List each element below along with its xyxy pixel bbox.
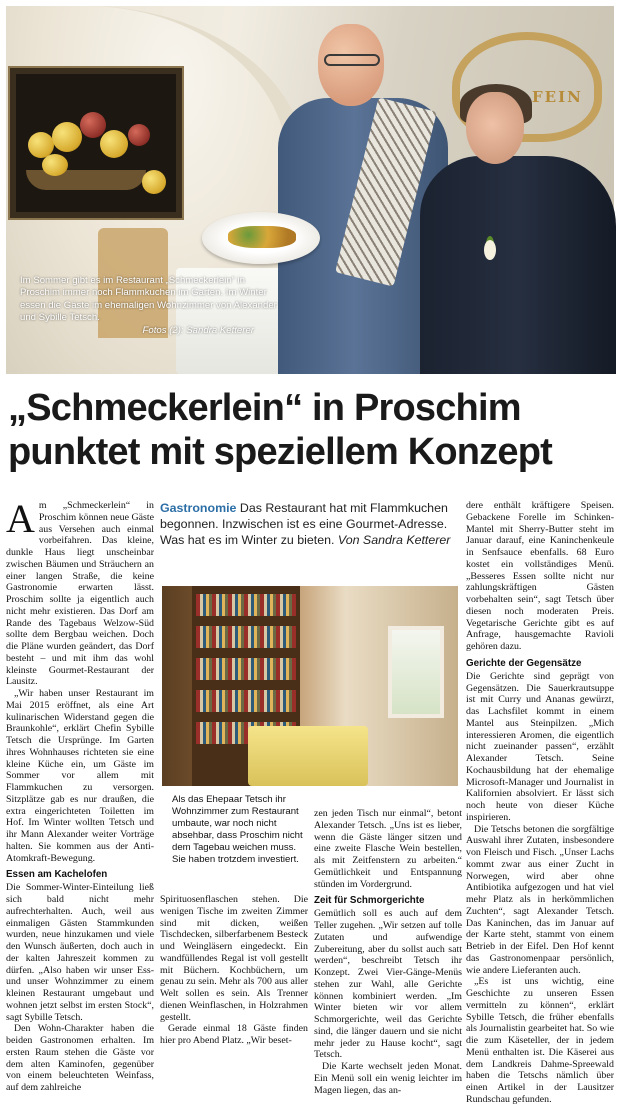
author: Von Sandra Ketterer: [337, 533, 451, 548]
column-1: [6, 496, 154, 1094]
woman-figure: [420, 156, 616, 374]
lead-text: [160, 500, 462, 549]
paragraph: „Es ist uns wichtig, eine Geschichte zu unseren Essen vermitteln zu können“, erklärt Sybille Tetsch, die früher ebenfalls als Journalistin gearbeitet hat. So wie die zum Käseteller, der in jedem Menü enthalten ist. Die Käserei aus dem Landkreis Dahme-Spreewald haben die Tetschs nämlich über einen Artikel in der Lausitzer Rundschau gefunden.: [466, 976, 614, 1105]
paragraph: Die Gerichte sind geprägt von Gegensätzen. Die Sauerkrautsuppe ist mit Curry und Ananas gewürzt, das Lachsfilet kommt in einem Mantel aus Steinpilzen. „Mich interessieren Aromen, die eigentlich nicht zueinander passen“, erzählt Alexander Tetsch. Seine Kochausbildung hat der ehemalige Microsoft-Manager und Journalist in Kalifornien absolviert. Er lässt sich noch heute von dieser Küche inspirieren.: [466, 670, 614, 823]
headline: „Schmeckerlein“ in Proschim punktet mit speziellem Konzept: [8, 387, 552, 473]
photo-caption-text: Im Sommer gibt es im Restaurant „Schmeckerlein“ in Proschim immer noch Flammkuchen im Garten. Im Winter essen die Gäste im ehemaligen Wohnzimmer von Alexander und Sybille Tetsch.: [20, 275, 277, 324]
paragraph: dere enthält kräftigere Speisen. Gebackene Forelle im Schinken-Mantel mit Sherry-Butter steht im Januar darauf, eine Kaninchenkeule in Senfsauce ebenfalls. 68 Euro kostet ein vollständiges Menü. „Besseres Essen sollte nicht nur zahlungskräftigen Gästen vorbehalten sein“, sagt Tetsch über diesen noch moderaten Preis. Vegetarische Gerichte gibt es auf Anfrage, hausgemachte Ravioli gehören dazu.: [466, 500, 614, 652]
paragraph: Die Tetschs betonen die sorgfältige Auswahl ihrer Zutaten, insbesondere von Fleisch und Fisch. „Unser Lachs kommt zwar aus einer Zucht in Norwegen, wird aber ohne Antibiotika aufgezogen und hat viel mehr Platz als in herkömmlichen Zuchten“, sagt Alexander Tetsch. Das Kaninchen, das im Januar auf der Karte steht, stammt von einem Betrieb in der Eifel. Den Hof kennt das Gastronomenpaar persönlich, wie andere Lieferanten auch.: [466, 823, 614, 976]
paragraph: Die Sommer-Winter-Einteilung ließ sich bald nicht mehr aufrechterhalten. Auch, weil aus einmaligen Gästen Stammkunden wurden, neue hinzukamen und viele den Wunsch äußerten, doch auch in der kalten Jahreszeit kommen zu dürfen. „Also haben wir unser Ess- und unser Wohnzimmer zu einem kleinen Restaurant umgebaut und wohnen jetzt selbst im ersten Stock“, sagt Sybille Tetsch.: [6, 882, 154, 1023]
interior-photo: [162, 586, 458, 786]
subheading: Zeit für Schmorgerichte: [314, 895, 425, 907]
dropcap: A: [6, 496, 35, 541]
interior-caption: Als das Ehepaar Tetsch ihr Wohnzimmer zum Restaurant umbaute, war noch nicht absehbar, dass Proschim nicht dem Tagebau weichen muss. Sie haben trotzdem investiert.: [172, 794, 303, 865]
paragraph: zen jeden Tisch nur einmal“, betont Alexander Tetsch. „Uns ist es lieber, wenn die Gäste länger sitzen und eine zweite Flasche Wein bestellen, als mit Zeitfenstern zu arbeiten.“ Gemütlichkeit und Entspannung stünden im Vordergrund.: [314, 808, 462, 890]
subheading: Gerichte der Gegensätze: [466, 657, 582, 669]
paragraph: „Wir haben unser Restaurant im Mai 2015 eröffnet, als eine Art kulinarischen Widerstand gegen die Braunkohle“, erklärt Chefin Sybille Tetsch die Ursprünge. Im Garten ihres Wohnhauses richteten sie eine kleine Küche ein, um Gäste im Sommer vor allem mit Flammkuchen zu versorgen. Sitzplätze gab es nur draußen, die extra eingerichteten Toiletten im Hof. Im Winter wollten Tetsch und ihr Mann Alexander weiter Vorträge halten. Sie kommen aus der Anti-Atomkraft-Bewegung.: [6, 688, 154, 864]
paragraph: Gemütlich soll es auch auf dem Teller zugehen. „Wir setzen auf tolle Zutaten und aufwendige Zubereitung, aber du sollst auch satt werden“, beschreibt Tetsch ihr Konzept. Zwei Vier-Gänge-Menüs stehen zur Wahl, alle Gerichte können kombiniert werden. „Im Winter bieten wir vor allem Schmorgerichte, weil das Gerichte sind, die länger dauern und sie nicht mehr jeder zu Hause kocht“, sagt Tetsch.: [314, 908, 462, 1061]
hero-photo: [6, 6, 614, 374]
paragraph: Den Wohn-Charakter haben die beiden Gastronomen erhalten. Im ersten Raum stehen die Gäste vor dem alten Kaminofen, gegenüber von einem beleuchteten Weinfass, auf dem zahlreiche: [6, 1023, 154, 1093]
food: [228, 226, 296, 248]
brooch: [484, 240, 496, 260]
fruit-painting: [10, 68, 182, 218]
dining-table: [248, 726, 368, 786]
paragraph: Spirituosenflaschen stehen. Die wenigen Tische im zweiten Zimmer sind mit dicken, weißen Tischdecken, silberfarbenem Besteck und Weingläsern eingedeckt. Ein wandfüllendes Regal ist voll gestellt mit Büchern. Kochbüchern, um genau zu sein. Mehr als 700 aus aller Welt sollen es sein. Als Trenner dienen Weinflaschen, in Holzrahmen gestellt.: [160, 894, 308, 1023]
column-2: [160, 894, 308, 1047]
column-3: [314, 808, 462, 1096]
kicker: Gastronomie: [160, 501, 237, 515]
subheading: Essen am Kachelofen: [6, 869, 108, 881]
column-4: [466, 500, 614, 1106]
photo-credit: Fotos (2): Sandra Ketterer: [142, 324, 254, 336]
logo-text: FEIN: [532, 88, 583, 106]
woman-head: [466, 92, 524, 164]
paragraph: Die Karte wechselt jeden Monat. Ein Menü soll ein wenig leichter im Magen liegen, das an-: [314, 1061, 462, 1096]
photo-caption: [20, 275, 282, 337]
chef-glasses: [324, 54, 380, 66]
paragraph: Am „Schmeckerlein“ in Proschim können neue Gäste aus Versehen auch einmal vorbeifahren. Das kleine, dunkle Haus liegt unscheinbar zwischen Bäumen und Sträuchern an einer langen Straße, die keine Gastronomie erwarten lässt. Proschim sollte ja eigentlich auch nicht mehr existieren. Das Dorf am Rande des Tagebaus Welzow-Süd sollte dem Bergbau weichen. Doch die Pläne wurden geändert, das Dorf besteht – und mit ihm das wohl kleinste Gourmet-Restaurant der Lausitz.: [6, 496, 154, 688]
paragraph: Gerade einmal 18 Gäste finden hier pro Abend Platz. „Wir beset-: [160, 1023, 308, 1046]
window: [388, 626, 444, 718]
lead-body: Das Restaurant hat mit Flammkuchen begonnen. Inzwischen ist es eine Gourmet-Adresse. Was hat es im Winter zu bieten.: [160, 501, 448, 548]
